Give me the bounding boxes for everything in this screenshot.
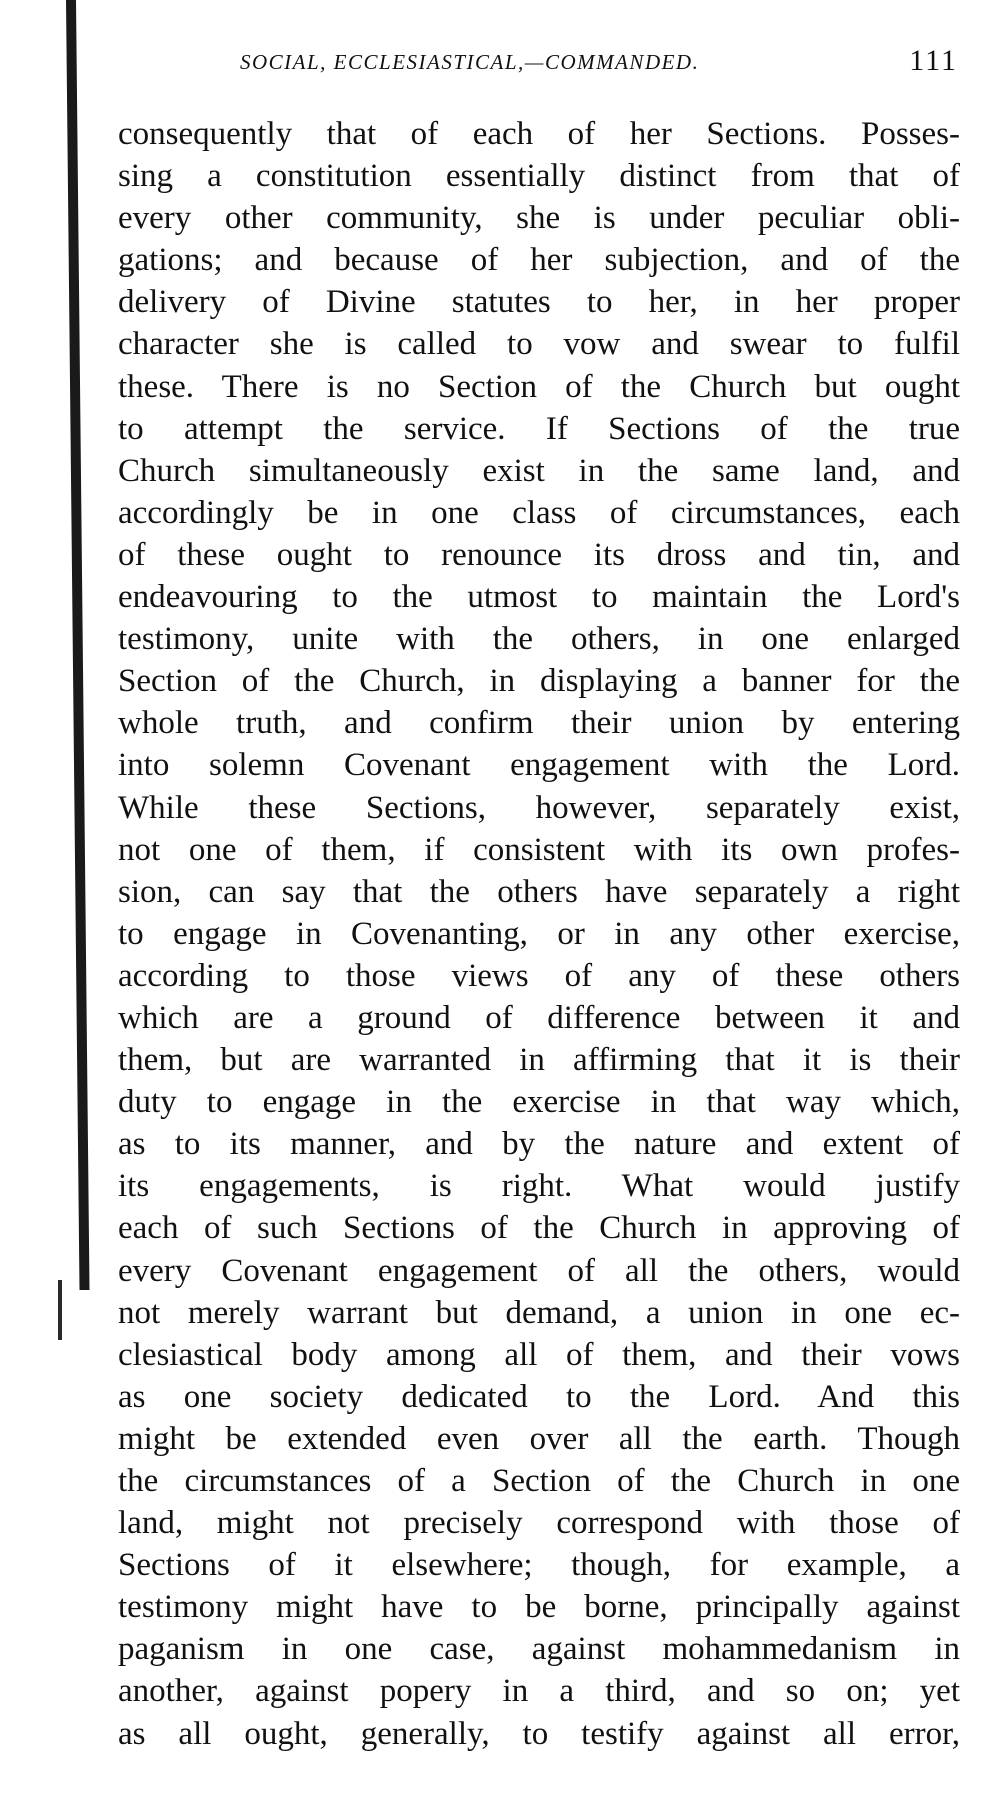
text-line: sion, can say that the others have separately a right (118, 873, 960, 910)
text-line: every Covenant engagement of all the others, would (118, 1252, 960, 1289)
text-line: delivery of Divine statutes to her, in her proper (118, 284, 960, 321)
text-line: the circumstances of a Section of the Church in one (118, 1463, 960, 1499)
text-line: into solemn Covenant engagement with the Lord. (118, 747, 960, 784)
text-line: duty to engage in the exercise in that way which, (118, 1084, 960, 1121)
text-line: every other community, she is under peculiar obli- (118, 200, 960, 237)
binding-edge-shadow-tail (58, 1280, 62, 1340)
text-line: Section of the Church, in displaying a banner for the (118, 663, 960, 700)
text-line: might be extended even over all the earth. Though (118, 1420, 960, 1457)
page-number: 111 (909, 44, 958, 77)
text-line: sing a constitution essentially distinct from that of (118, 158, 960, 195)
text-line: to attempt the service. If Sections of the true (118, 410, 960, 447)
text-line: as one society dedicated to the Lord. And this (118, 1378, 960, 1415)
text-line: paganism in one case, against mohammedanism in (118, 1631, 960, 1668)
text-line: as all ought, generally, to testify against all error, (118, 1715, 960, 1752)
text-line: whole truth, and confirm their union by entering (118, 705, 960, 742)
text-line: Sections of it elsewhere; though, for example, a (118, 1547, 960, 1584)
text-line: which are a ground of difference between it and (118, 999, 960, 1036)
text-line: gations; and because of her subjection, and of the (118, 242, 960, 279)
text-line: clesiastical body among all of them, and their vows (118, 1336, 960, 1373)
text-line: consequently that of each of her Sections. Posses- (118, 116, 960, 152)
text-line: not merely warrant but demand, a union in one ec- (118, 1294, 960, 1331)
text-line: While these Sections, however, separately exist, (118, 789, 960, 826)
text-line: not one of them, if consistent with its own profes- (118, 831, 960, 868)
text-line: Church simultaneously exist in the same land, and (118, 452, 960, 489)
running-head: SOCIAL, ECCLESIASTICAL,—COMMANDED. (240, 50, 700, 74)
text-line: of these ought to renounce its dross and tin, and (118, 536, 960, 573)
text-line: according to those views of any of these others (118, 957, 960, 994)
binding-edge-shadow (66, 0, 90, 1290)
text-line: testimony, unite with the others, in one enlarged (118, 621, 960, 658)
text-line: another, against popery in a third, and so on; yet (118, 1673, 960, 1710)
body-text (118, 113, 960, 1755)
text-line: to engage in Covenanting, or in any other exercise, (118, 915, 960, 952)
text-line: land, might not precisely correspond with those of (118, 1505, 960, 1542)
text-line: its engagements, is right. What would justify (118, 1168, 960, 1205)
text-line: character she is called to vow and swear to fulfil (118, 326, 960, 363)
text-line: these. There is no Section of the Church but ought (118, 368, 960, 405)
text-line: each of such Sections of the Church in approving of (118, 1210, 960, 1247)
text-line: accordingly be in one class of circumstances, each (118, 494, 960, 531)
page-header (240, 44, 958, 84)
text-line: them, but are warranted in affirming that it is their (118, 1042, 960, 1079)
text-line: testimony might have to be borne, principally against (118, 1589, 960, 1626)
text-line: as to its manner, and by the nature and extent of (118, 1126, 960, 1163)
text-line: endeavouring to the utmost to maintain the Lord's (118, 579, 960, 616)
